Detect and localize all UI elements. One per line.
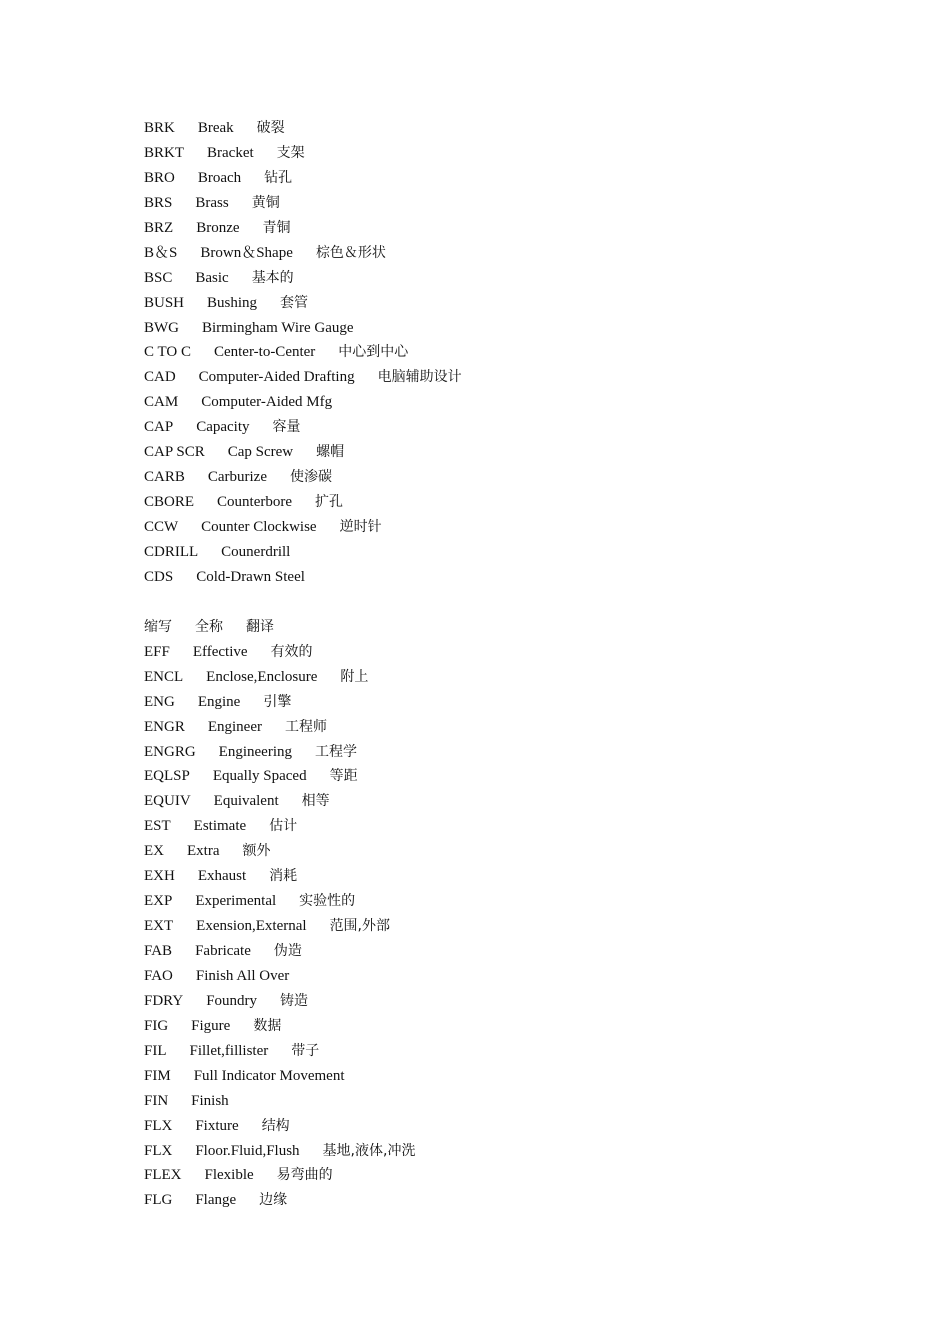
chinese-translation: 棕色＆形状 bbox=[315, 244, 386, 261]
abbreviation-row bbox=[144, 740, 904, 765]
chinese-translation: 易弯曲的 bbox=[276, 1167, 333, 1184]
abbreviation: CAP SCR bbox=[144, 444, 205, 461]
abbreviation-row bbox=[144, 665, 904, 690]
header-abbreviation: 缩写 bbox=[144, 618, 172, 635]
abbreviation: EFF bbox=[144, 643, 170, 660]
abbreviation-list-b-c bbox=[144, 116, 904, 590]
full-name: Experimental bbox=[195, 893, 277, 910]
abbreviation: BSC bbox=[144, 269, 173, 286]
abbreviation: EST bbox=[144, 818, 171, 835]
abbreviation-row bbox=[144, 316, 904, 341]
abbreviation: BRK bbox=[144, 120, 175, 136]
abbreviation-row bbox=[144, 1064, 904, 1089]
full-name: Flange bbox=[195, 1192, 237, 1209]
abbreviation-row bbox=[144, 116, 904, 141]
abbreviation-row bbox=[144, 640, 904, 665]
abbreviation-row bbox=[144, 789, 904, 814]
full-name: Fabricate bbox=[195, 943, 251, 959]
full-name: Finish All Over bbox=[195, 967, 290, 984]
chinese-translation: 螺帽 bbox=[316, 444, 345, 461]
abbreviation: ENCL bbox=[144, 668, 184, 685]
abbreviation: CAM bbox=[144, 394, 179, 411]
abbreviation-row bbox=[144, 1114, 904, 1139]
chinese-translation: 有效的 bbox=[270, 643, 313, 660]
chinese-translation: 基本的 bbox=[251, 269, 294, 286]
abbreviation-row bbox=[144, 365, 904, 390]
abbreviation-row bbox=[144, 690, 904, 715]
abbreviation: ENGRG bbox=[144, 743, 196, 760]
abbreviation-row bbox=[144, 1188, 904, 1213]
chinese-translation: 工程学 bbox=[314, 743, 357, 760]
abbreviation-row bbox=[144, 889, 904, 914]
chinese-translation: 支架 bbox=[276, 144, 305, 161]
chinese-translation: 估计 bbox=[269, 818, 298, 835]
abbreviation: BRKT bbox=[144, 144, 185, 161]
abbreviation: FIN bbox=[144, 1092, 169, 1109]
abbreviation: CARB bbox=[144, 469, 185, 486]
full-name: Birmingham Wire Gauge bbox=[202, 319, 354, 336]
abbreviation-row bbox=[144, 989, 904, 1014]
abbreviation-row bbox=[144, 540, 904, 565]
full-name: Break bbox=[197, 120, 234, 136]
abbreviation-row bbox=[144, 166, 904, 191]
chinese-translation: 容量 bbox=[272, 419, 301, 436]
full-name: Center-to-Center bbox=[213, 344, 316, 361]
chinese-translation: 中心到中心 bbox=[338, 344, 409, 361]
chinese-translation: 工程师 bbox=[284, 718, 327, 735]
document-page bbox=[144, 116, 904, 1213]
chinese-translation: 伪造 bbox=[273, 943, 302, 959]
abbreviation: EXH bbox=[144, 868, 175, 885]
abbreviation-row bbox=[144, 1014, 904, 1039]
full-name: Bracket bbox=[207, 144, 254, 161]
chinese-translation: 带子 bbox=[291, 1042, 320, 1059]
abbreviation-row bbox=[144, 914, 904, 939]
full-name: Figure bbox=[191, 1017, 231, 1034]
chinese-translation: 等距 bbox=[329, 768, 358, 785]
abbreviation: FIM bbox=[144, 1067, 171, 1084]
full-name: Bushing bbox=[207, 294, 258, 311]
abbreviation: CDRILL bbox=[144, 543, 199, 560]
chinese-translation: 边缘 bbox=[259, 1192, 288, 1209]
abbreviation: CDS bbox=[144, 568, 174, 585]
abbreviation: FLX bbox=[144, 1142, 173, 1159]
abbreviation-row bbox=[144, 465, 904, 490]
chinese-translation: 青铜 bbox=[262, 219, 291, 236]
abbreviation-row bbox=[144, 1139, 904, 1164]
full-name: Computer-Aided Drafting bbox=[198, 369, 355, 386]
abbreviation: EX bbox=[144, 843, 164, 860]
chinese-translation: 额外 bbox=[242, 843, 271, 860]
abbreviation: FIL bbox=[144, 1042, 167, 1059]
abbreviation-row bbox=[144, 715, 904, 740]
chinese-translation: 范围,外部 bbox=[329, 918, 391, 935]
full-name: Estimate bbox=[193, 818, 247, 835]
abbreviation: EXP bbox=[144, 893, 173, 910]
chinese-translation: 破裂 bbox=[256, 120, 285, 136]
abbreviation: CCW bbox=[144, 519, 179, 535]
full-name: Enclose,Enclosure bbox=[206, 668, 318, 685]
header-translation: 翻译 bbox=[246, 618, 274, 635]
full-name: Finish bbox=[191, 1092, 229, 1109]
full-name: Exhaust bbox=[197, 868, 247, 885]
abbreviation-row bbox=[144, 814, 904, 839]
abbreviation: EXT bbox=[144, 918, 174, 935]
full-name: Brass bbox=[195, 194, 229, 211]
full-name: Counterbore bbox=[217, 494, 292, 511]
abbreviation-row bbox=[144, 764, 904, 789]
chinese-translation: 相等 bbox=[301, 793, 330, 810]
full-name: Foundry bbox=[206, 992, 258, 1009]
abbreviation-row bbox=[144, 266, 904, 291]
abbreviation: FLG bbox=[144, 1192, 173, 1209]
abbreviation-row bbox=[144, 141, 904, 166]
chinese-translation: 钻孔 bbox=[264, 169, 293, 186]
abbreviation-row bbox=[144, 291, 904, 316]
abbreviation: BRZ bbox=[144, 219, 174, 236]
full-name: Basic bbox=[195, 269, 229, 286]
full-name: Engineer bbox=[207, 718, 262, 735]
abbreviation: B＆S bbox=[144, 244, 178, 261]
full-name: Broach bbox=[197, 169, 242, 186]
chinese-translation: 基地,液体,冲洗 bbox=[322, 1142, 416, 1159]
full-name: Flexible bbox=[204, 1167, 254, 1184]
abbreviation: BRS bbox=[144, 194, 173, 211]
full-name: Cold-Drawn Steel bbox=[196, 568, 305, 585]
chinese-translation: 电脑辅助设计 bbox=[377, 369, 462, 386]
abbreviation: ENGR bbox=[144, 718, 185, 735]
full-name: Exension,External bbox=[196, 918, 307, 935]
abbreviation-row bbox=[144, 241, 904, 266]
full-name: Counerdrill bbox=[221, 543, 291, 560]
full-name: Full Indicator Movement bbox=[193, 1067, 345, 1084]
chinese-translation: 套管 bbox=[280, 294, 309, 311]
abbreviation-row bbox=[144, 565, 904, 590]
chinese-translation: 附上 bbox=[340, 668, 369, 685]
header-full-name: 全称 bbox=[195, 618, 223, 635]
abbreviation: FLEX bbox=[144, 1167, 182, 1184]
chinese-translation: 扩孔 bbox=[315, 494, 343, 511]
abbreviation: C TO C bbox=[144, 344, 191, 361]
abbreviation-row bbox=[144, 839, 904, 864]
full-name: Engine bbox=[197, 693, 241, 710]
full-name: Fixture bbox=[195, 1117, 239, 1134]
abbreviation: FLX bbox=[144, 1117, 173, 1134]
chinese-translation: 实验性的 bbox=[299, 893, 356, 910]
abbreviation: FAO bbox=[144, 967, 173, 984]
abbreviation-row bbox=[144, 1163, 904, 1188]
abbreviation-row bbox=[144, 191, 904, 216]
abbreviation: BUSH bbox=[144, 294, 185, 311]
chinese-translation: 逆时针 bbox=[339, 519, 382, 535]
full-name: Carburize bbox=[207, 469, 267, 486]
abbreviation: CBORE bbox=[144, 494, 195, 511]
abbreviation: CAD bbox=[144, 369, 176, 386]
table-header-row bbox=[144, 615, 904, 640]
abbreviation-row bbox=[144, 515, 904, 540]
chinese-translation: 引擎 bbox=[263, 693, 292, 710]
abbreviation-row bbox=[144, 440, 904, 465]
abbreviation: FDRY bbox=[144, 992, 184, 1009]
abbreviation: ENG bbox=[144, 693, 175, 710]
abbreviation: BRO bbox=[144, 169, 175, 186]
full-name: Capacity bbox=[196, 419, 250, 436]
abbreviation: CAP bbox=[144, 419, 174, 436]
chinese-translation: 数据 bbox=[253, 1017, 282, 1034]
chinese-translation: 使渗碳 bbox=[290, 469, 332, 486]
abbreviation-row bbox=[144, 939, 904, 964]
full-name: Equivalent bbox=[213, 793, 279, 810]
abbreviation-row bbox=[144, 964, 904, 989]
abbreviation-row bbox=[144, 415, 904, 440]
full-name: Brown＆Shape bbox=[200, 244, 293, 261]
chinese-translation: 结构 bbox=[261, 1117, 290, 1134]
full-name: Fillet,fillister bbox=[189, 1042, 269, 1059]
abbreviation: FAB bbox=[144, 943, 173, 959]
abbreviation-row bbox=[144, 1039, 904, 1064]
abbreviation-list-e-f bbox=[144, 615, 904, 1214]
abbreviation: EQLSP bbox=[144, 768, 190, 785]
full-name: Bronze bbox=[196, 219, 240, 236]
full-name: Equally Spaced bbox=[212, 768, 307, 785]
full-name: Floor.Fluid,Flush bbox=[195, 1142, 300, 1159]
abbreviation-row bbox=[144, 490, 904, 515]
full-name: Computer-Aided Mfg bbox=[201, 394, 333, 411]
abbreviation: FIG bbox=[144, 1017, 169, 1034]
chinese-translation: 铸造 bbox=[280, 992, 309, 1009]
abbreviation-row bbox=[144, 864, 904, 889]
chinese-translation: 消耗 bbox=[269, 868, 298, 885]
abbreviation: EQUIV bbox=[144, 793, 191, 810]
chinese-translation: 黄铜 bbox=[251, 194, 280, 211]
full-name: Effective bbox=[192, 643, 248, 660]
abbreviation: BWG bbox=[144, 319, 179, 336]
abbreviation-row bbox=[144, 216, 904, 241]
abbreviation-row bbox=[144, 390, 904, 415]
full-name: Counter Clockwise bbox=[201, 519, 317, 535]
abbreviation-row bbox=[144, 340, 904, 365]
full-name: Extra bbox=[187, 843, 220, 860]
abbreviation-row bbox=[144, 1089, 904, 1114]
full-name: Cap Screw bbox=[227, 444, 294, 461]
full-name: Engineering bbox=[218, 743, 292, 760]
